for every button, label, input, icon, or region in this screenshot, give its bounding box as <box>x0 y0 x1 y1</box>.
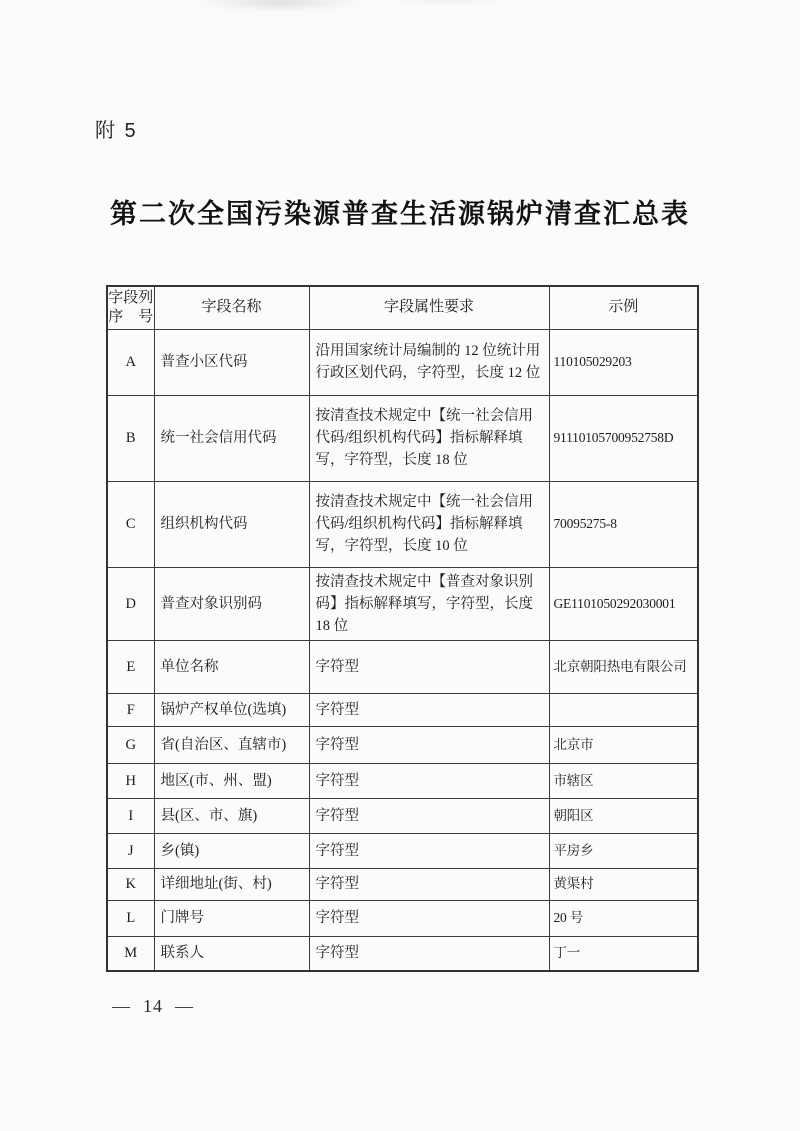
page-footer <box>100 996 206 1017</box>
row-id-cell: C <box>107 481 154 567</box>
table-row <box>107 798 698 833</box>
example-cell <box>549 693 698 726</box>
table-row <box>107 900 698 936</box>
field-name-cell: 单位名称 <box>154 640 309 693</box>
example-cell: 市辖区 <box>549 763 698 798</box>
column-header-sequence-line2: 序 号 <box>108 308 154 325</box>
row-id-cell: I <box>107 798 154 833</box>
table-body <box>107 329 698 971</box>
example-cell: 20 号 <box>549 900 698 936</box>
row-id-cell: A <box>107 329 154 395</box>
field-name-cell: 县(区、市、旗) <box>154 798 309 833</box>
field-attr-cell: 字符型 <box>309 868 549 900</box>
table-row <box>107 726 698 763</box>
example-cell: 北京朝阳热电有限公司 <box>549 640 698 693</box>
row-id-cell: H <box>107 763 154 798</box>
example-cell: 平房乡 <box>549 833 698 868</box>
example-cell: 70095275-8 <box>549 481 698 567</box>
field-name-cell: 普查对象识别码 <box>154 567 309 640</box>
field-name-cell: 锅炉产权单位(选填) <box>154 693 309 726</box>
table-row <box>107 640 698 693</box>
field-attr-cell: 按清查技术规定中【统一社会信用代码/组织机构代码】指标解释填写，字符型，长度 18 位 <box>309 395 549 481</box>
field-name-cell: 地区(市、州、盟) <box>154 763 309 798</box>
row-id-cell: K <box>107 868 154 900</box>
table-row <box>107 567 698 640</box>
row-id-cell: G <box>107 726 154 763</box>
table-row <box>107 868 698 900</box>
table-row <box>107 833 698 868</box>
page-title: 第二次全国污染源普查生活源锅炉清查汇总表 <box>110 199 690 229</box>
example-cell: 110105029203 <box>549 329 698 395</box>
field-name-cell: 详细地址(街、村) <box>154 868 309 900</box>
field-name-cell: 省(自治区、直辖市) <box>154 726 309 763</box>
example-cell: 丁一 <box>549 936 698 971</box>
field-attr-cell: 字符型 <box>309 726 549 763</box>
field-name-cell: 组织机构代码 <box>154 481 309 567</box>
field-name-cell: 统一社会信用代码 <box>154 395 309 481</box>
field-attr-cell: 字符型 <box>309 763 549 798</box>
table-row <box>107 481 698 567</box>
example-cell: 朝阳区 <box>549 798 698 833</box>
row-id-cell: J <box>107 833 154 868</box>
attachment-label: 附 5 <box>95 120 138 142</box>
field-attr-cell: 字符型 <box>309 640 549 693</box>
row-id-cell: D <box>107 567 154 640</box>
row-id-cell: L <box>107 900 154 936</box>
table-row <box>107 693 698 726</box>
example-cell: GE1101050292030001 <box>549 567 698 640</box>
column-header-field-attr: 字段属性要求 <box>309 286 549 329</box>
column-header-field-name: 字段名称 <box>154 286 309 329</box>
field-attr-cell: 字符型 <box>309 693 549 726</box>
field-name-cell: 门牌号 <box>154 900 309 936</box>
field-attr-cell: 字符型 <box>309 936 549 971</box>
field-name-cell: 普查小区代码 <box>154 329 309 395</box>
table-row <box>107 763 698 798</box>
table-row <box>107 936 698 971</box>
row-id-cell: F <box>107 693 154 726</box>
footer-page-number: 14 <box>143 996 163 1016</box>
field-name-cell: 联系人 <box>154 936 309 971</box>
field-attr-cell: 字符型 <box>309 900 549 936</box>
column-header-example: 示例 <box>549 286 698 329</box>
footer-dash-right: — <box>175 996 194 1016</box>
table-header-row <box>107 286 698 329</box>
scan-artifact <box>150 0 570 20</box>
field-attr-cell: 按清查技术规定中【统一社会信用代码/组织机构代码】指标解释填写，字符型，长度 10 位 <box>309 481 549 567</box>
footer-dash-left: — <box>112 996 131 1016</box>
row-id-cell: E <box>107 640 154 693</box>
row-id-cell: M <box>107 936 154 971</box>
example-cell: 91110105700952758D <box>549 395 698 481</box>
field-attr-cell: 沿用国家统计局编制的 12 位统计用行政区划代码，字符型，长度 12 位 <box>309 329 549 395</box>
field-attr-cell: 按清查技术规定中【普查对象识别码】指标解释填写，字符型，长度 18 位 <box>309 567 549 640</box>
table-row <box>107 395 698 481</box>
field-name-cell: 乡(镇) <box>154 833 309 868</box>
example-cell: 黄渠村 <box>549 868 698 900</box>
column-header-sequence <box>107 286 154 329</box>
field-attr-cell: 字符型 <box>309 798 549 833</box>
row-id-cell: B <box>107 395 154 481</box>
table-row <box>107 329 698 395</box>
field-attr-cell: 字符型 <box>309 833 549 868</box>
fields-table <box>106 285 699 972</box>
column-header-sequence-line1: 字段列 <box>108 289 154 306</box>
example-cell: 北京市 <box>549 726 698 763</box>
